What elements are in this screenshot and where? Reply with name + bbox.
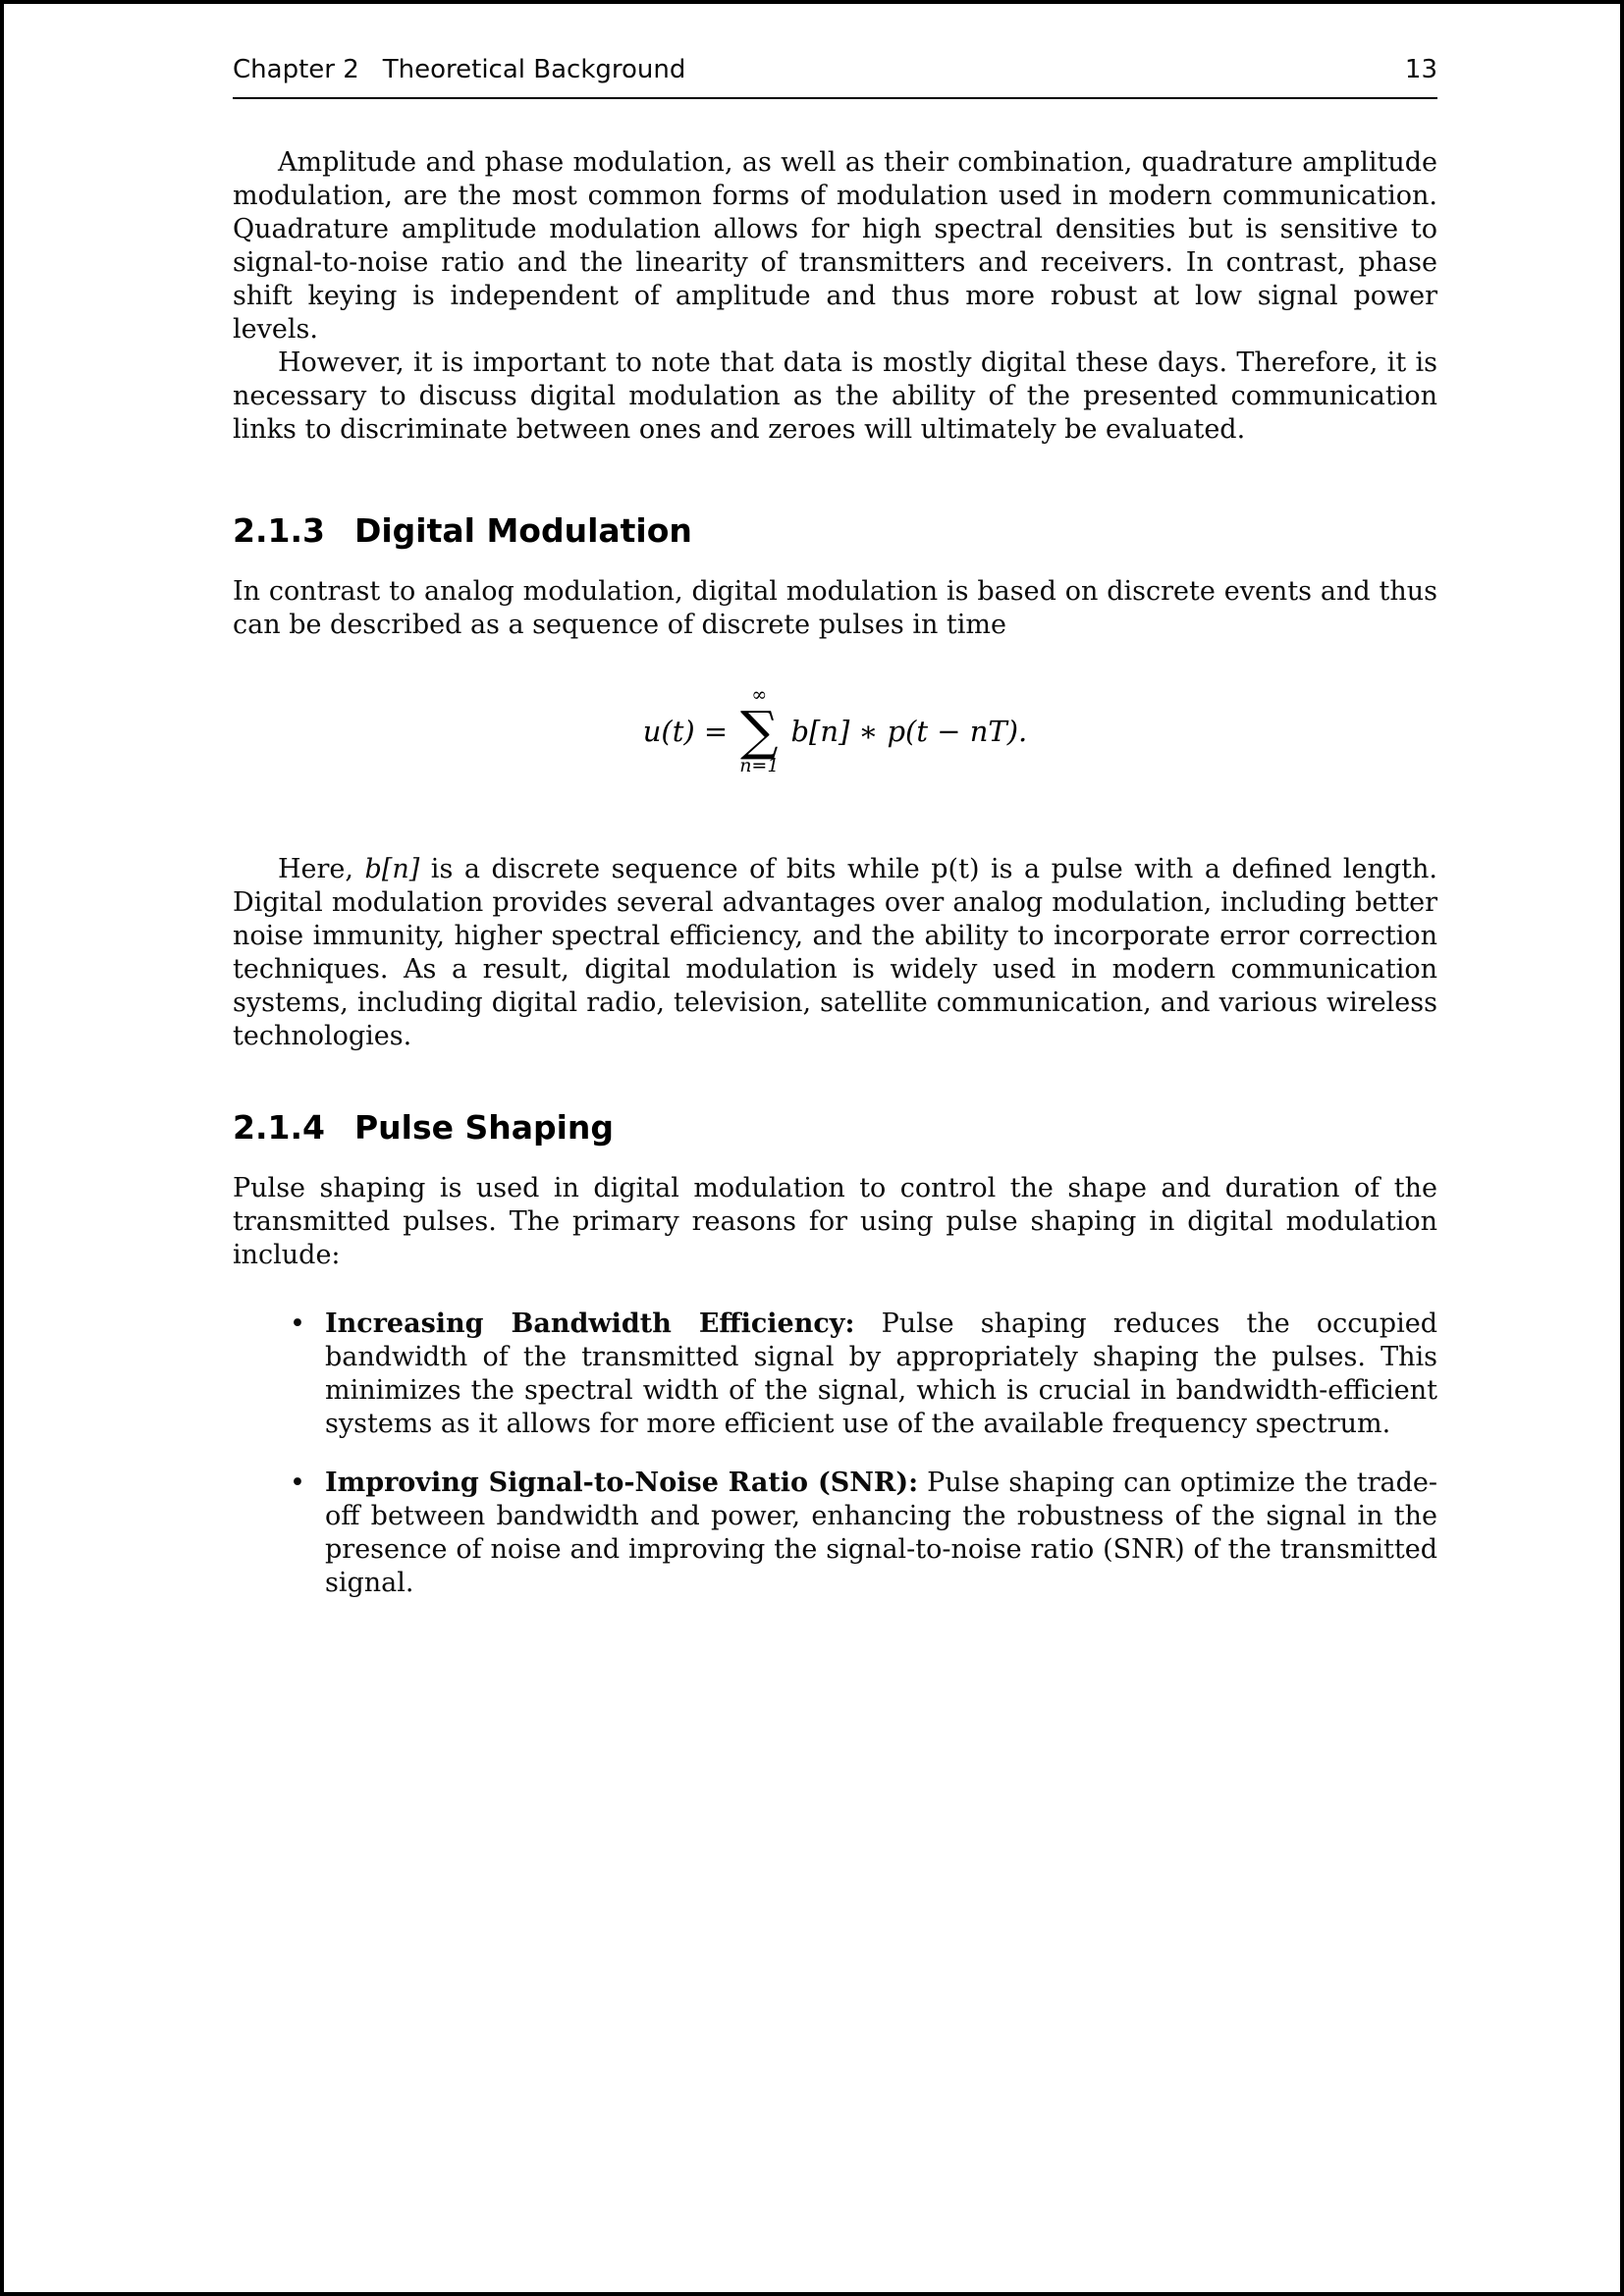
header-rule [233,97,1437,99]
chapter-title: Theoretical Background [382,55,686,84]
section-heading-pulse-shaping [233,1108,1437,1147]
bullet-icon: • [290,1468,305,1499]
summation-lower-limit: n=1 [739,755,780,777]
page-header [233,55,1437,85]
section-title: Pulse Shaping [353,1108,615,1148]
sigma-icon: ∑ [740,700,779,763]
section-title: Digital Modulation [353,511,692,551]
bullet-lead-bold: Increasing Bandwidth Efficiency: [325,1308,855,1340]
inline-math-bn: b[n] [364,854,420,885]
bullet-description: Pulse shaping can optimize the trade-off between bandwidth and power, enhancing the robustness of the signal in the presence of noise and improving the signal-to-noise ratio (SNR) of the transmitted signal. [325,1468,1437,1599]
paragraph-pulse-shaping-intro: Pulse shaping is used in digital modulation to control the shape and duration of the transmitted pulses. The primary reasons for using pulse shaping in digital modulation include: [233,1173,1437,1271]
paragraph-advantages-pre: Here, [278,854,365,885]
bullet-text [325,1308,1437,1441]
equation-pulse-train [233,685,1437,776]
paragraph-digital-modulation-intro: In contrast to analog modulation, digital modulation is based on discrete events and thus can be described as a sequence of discrete pulses in time [233,576,1437,641]
bullet-text [325,1467,1437,1600]
list-item-bandwidth-efficiency [233,1308,1437,1441]
bullet-icon: • [290,1308,305,1340]
paragraph-advantages [233,853,1437,1053]
page-number: 13 [1404,55,1437,84]
list-item-snr [233,1467,1437,1600]
equation-lhs: u(t) = [642,714,729,748]
paragraph-advantages-post: is a discrete sequence of bits while p(t) is a pulse with a defined length. Digital modulation provides several advantages over analog modulation, including better noise immunity, higher spectral efficiency, and the ability to incorporate error correction techniques. As a result, digital modulation is widely used in modern communication systems, including digital radio, television, satellite communication, and various wireless technologies. [233,854,1437,1052]
paragraph-digital-data: However, it is important to note that data is mostly digital these days. Therefore, it is necessary to discuss digital modulation as the ability of the presented communication links to discriminate between ones and zeroes will ultimately be evaluated. [233,347,1437,446]
paragraph-amplitude-modulation: Amplitude and phase modulation, as well as their combination, quadrature amplitude modulation, are the most common forms of modulation used in modern communication. Quadrature amplitude modulation allows for high spectral densities but is sensitive to signal-to-noise ratio and the linearity of transmitters and receivers. In contrast, phase shift keying is independent of amplitude and thus more robust at low signal power levels. [233,147,1437,346]
bullet-lead-bold: Improving Signal-to-Noise Ratio (SNR): [325,1468,919,1499]
bullet-list [233,1308,1437,1600]
chapter-label: Chapter 2 [233,55,359,84]
section-number: 2.1.4 [233,1108,325,1148]
header-chapter [233,55,685,85]
section-number: 2.1.3 [233,511,325,551]
section-heading-digital-modulation [233,511,1437,550]
equation-rhs: b[n] ∗ p(t − nT). [790,714,1028,748]
summation-symbol [739,685,779,776]
bullet-description: Pulse shaping reduces the occupied bandwidth of the transmitted signal by appropriately shaping the pulses. This minimizes the spectral width of the signal, which is crucial in bandwidth-efficient systems as it allows for more efficient use of the available frequency spectrum. [325,1308,1437,1440]
summation-upper-limit: ∞ [751,684,768,707]
